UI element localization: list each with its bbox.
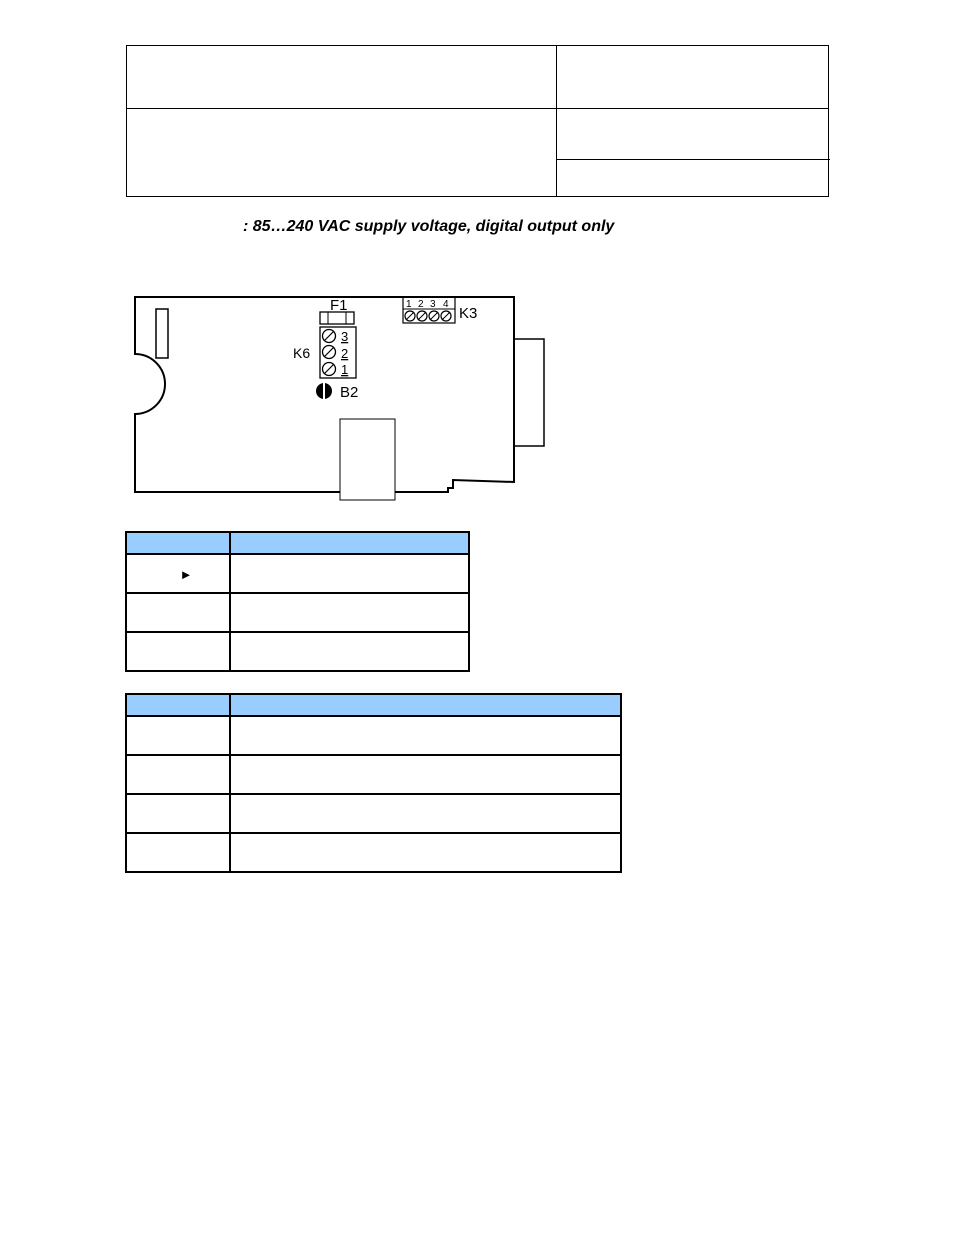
k3-screw <box>441 311 451 321</box>
k3-pin-label: 2 <box>418 299 424 310</box>
k3-pin-label: 1 <box>406 299 412 310</box>
k3-screw <box>417 311 427 321</box>
table-divider <box>127 108 828 109</box>
table-cell <box>230 554 469 593</box>
table-header-row <box>126 532 469 554</box>
k6-pin-label: 3 <box>341 329 349 344</box>
left-slot <box>156 309 168 358</box>
table-cell <box>126 554 230 593</box>
table-row <box>126 632 469 671</box>
k3-pin-label: 4 <box>443 299 449 310</box>
k6-screw <box>323 363 336 376</box>
figure-caption: : 85…240 VAC supply voltage, digital output only <box>243 218 615 235</box>
k6-screw <box>323 346 336 359</box>
table-cell <box>230 716 621 755</box>
table-cell <box>126 755 230 794</box>
table-cell <box>126 833 230 872</box>
k3-label: K3 <box>459 305 478 322</box>
table-header-cell <box>126 532 230 554</box>
table-cell <box>230 794 621 833</box>
table-divider <box>556 46 557 196</box>
b2-component <box>316 382 332 400</box>
k6-pin-label: 1 <box>341 362 349 377</box>
table-row <box>126 716 621 755</box>
side-connector <box>514 339 544 446</box>
table-row <box>126 794 621 833</box>
table-cell <box>230 833 621 872</box>
table-cell <box>126 593 230 632</box>
center-module <box>340 419 395 500</box>
table-cell <box>230 593 469 632</box>
k3-pin-label: 3 <box>430 299 436 310</box>
k6-screw <box>323 330 336 343</box>
table-header-cell <box>126 694 230 716</box>
k6-label: K6 <box>293 345 311 361</box>
pcb-diagram <box>128 290 553 505</box>
table-header-cell <box>230 694 621 716</box>
k3-screw <box>405 311 415 321</box>
table-header-row <box>126 694 621 716</box>
table-row <box>126 755 621 794</box>
table-cell <box>230 755 621 794</box>
table-header-cell <box>230 532 469 554</box>
arrow-right-icon: ► <box>179 566 193 582</box>
table-cell <box>126 794 230 833</box>
k3-screw <box>429 311 439 321</box>
table-row <box>126 833 621 872</box>
table-row <box>126 554 469 593</box>
table-divider <box>556 159 830 160</box>
header-table <box>126 45 829 197</box>
table-row <box>126 593 469 632</box>
table-cell <box>126 716 230 755</box>
terminal-table-k3 <box>125 693 622 873</box>
fuse-label: F1 <box>330 297 348 314</box>
b2-label: B2 <box>340 384 359 401</box>
table-cell <box>230 632 469 671</box>
terminal-table-k6 <box>125 531 470 672</box>
k6-block <box>320 327 356 378</box>
k6-pin-label: 2 <box>341 346 349 361</box>
table-cell <box>126 632 230 671</box>
